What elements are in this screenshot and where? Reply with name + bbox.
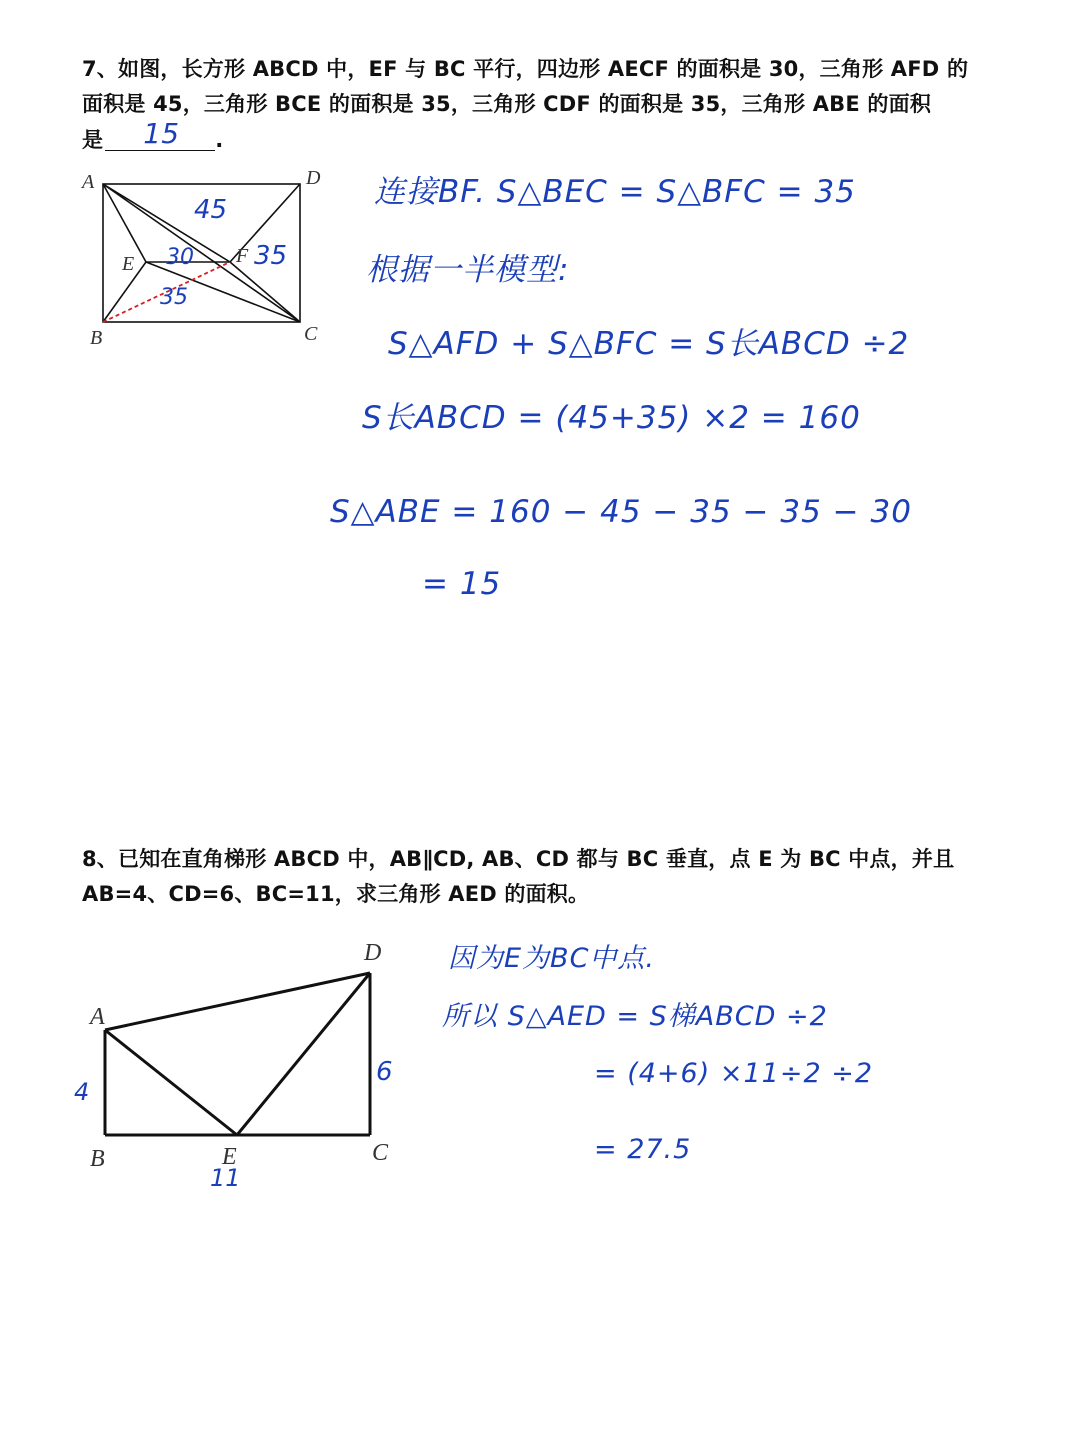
problem-7-line-1: 7、如图，长方形 ABCD 中，EF 与 BC 平行，四边形 AECF 的面积是 30，三角形 AFD 的	[82, 57, 969, 81]
segment-ae	[103, 184, 146, 262]
p8-solution-line-4: = 27.5	[594, 1134, 692, 1165]
p8-solution-line-3: = (4+6) ×11÷2 ÷2	[594, 1058, 873, 1089]
vertex-label-c: C	[372, 1140, 389, 1166]
problem-7-line-2: 面积是 45，三角形 BCE 的面积是 35，三角形 CDF 的面积是 35，三角形 ABE 的面积	[82, 92, 932, 116]
p7-solution-line-3: S△AFD + S△BFC = S长ABCD ÷2	[388, 326, 910, 362]
p8-solution-line-2: 所以 S△AED = S梯ABCD ÷2	[442, 1001, 828, 1032]
vertex-label-b: B	[90, 327, 103, 349]
vertex-label-a: A	[82, 171, 95, 193]
vertex-label-d: D	[306, 167, 321, 189]
problem-8-line-2: AB=4、CD=6、BC=11，求三角形 AED 的面积。	[82, 882, 590, 906]
p7-solution-line-4: S长ABCD = (45+35) ×2 = 160	[362, 400, 861, 436]
p7-solution-line-1: 连接BF. S△BEC = S△BFC = 35	[374, 174, 856, 210]
length-annotation-ab: 4	[74, 1078, 90, 1106]
problem-7-line-3-prefix: 是	[82, 128, 104, 152]
vertex-label-f: F	[236, 245, 249, 267]
problem-7-line-3-suffix: .	[215, 128, 224, 152]
problem-7-line-3	[82, 117, 1027, 158]
answer-value: 15	[143, 117, 180, 150]
p7-solution-line-2: 根据一半模型:	[366, 252, 570, 288]
vertex-label-e: E	[122, 253, 135, 275]
problem-7-statement	[82, 52, 1027, 158]
area-annotation-afd: 45	[194, 195, 228, 225]
area-annotation-cdf: 35	[254, 241, 288, 271]
vertex-label-c: C	[304, 323, 318, 345]
p7-solution-line-6: = 15	[422, 566, 502, 602]
area-annotation-aecf: 30	[166, 245, 194, 270]
segment-fc	[230, 262, 300, 322]
vertex-label-d: D	[364, 940, 382, 966]
length-annotation-cd: 6	[376, 1057, 393, 1087]
problem-8-statement	[82, 842, 1027, 912]
vertex-label-e: E	[222, 1144, 237, 1170]
answer-blank	[105, 117, 215, 151]
segment-ae	[105, 1030, 237, 1135]
vertex-label-b: B	[90, 1146, 105, 1172]
length-annotation-bc: 11	[210, 1164, 241, 1192]
problem-8-line-1: 8、已知在直角梯形 ABCD 中，AB∥CD, AB、CD 都与 BC 垂直，点 E 为 BC 中点，并且	[82, 847, 955, 871]
area-annotation-bcf: 35	[160, 285, 188, 310]
p8-solution-line-1: 因为E为BC中点.	[448, 943, 656, 974]
problem-7-figure	[70, 160, 340, 360]
problem-8-figure	[60, 930, 420, 1190]
p7-solution-line-5: S△ABE = 160 − 45 − 35 − 35 − 30	[330, 494, 912, 530]
vertex-label-a: A	[90, 1004, 105, 1030]
